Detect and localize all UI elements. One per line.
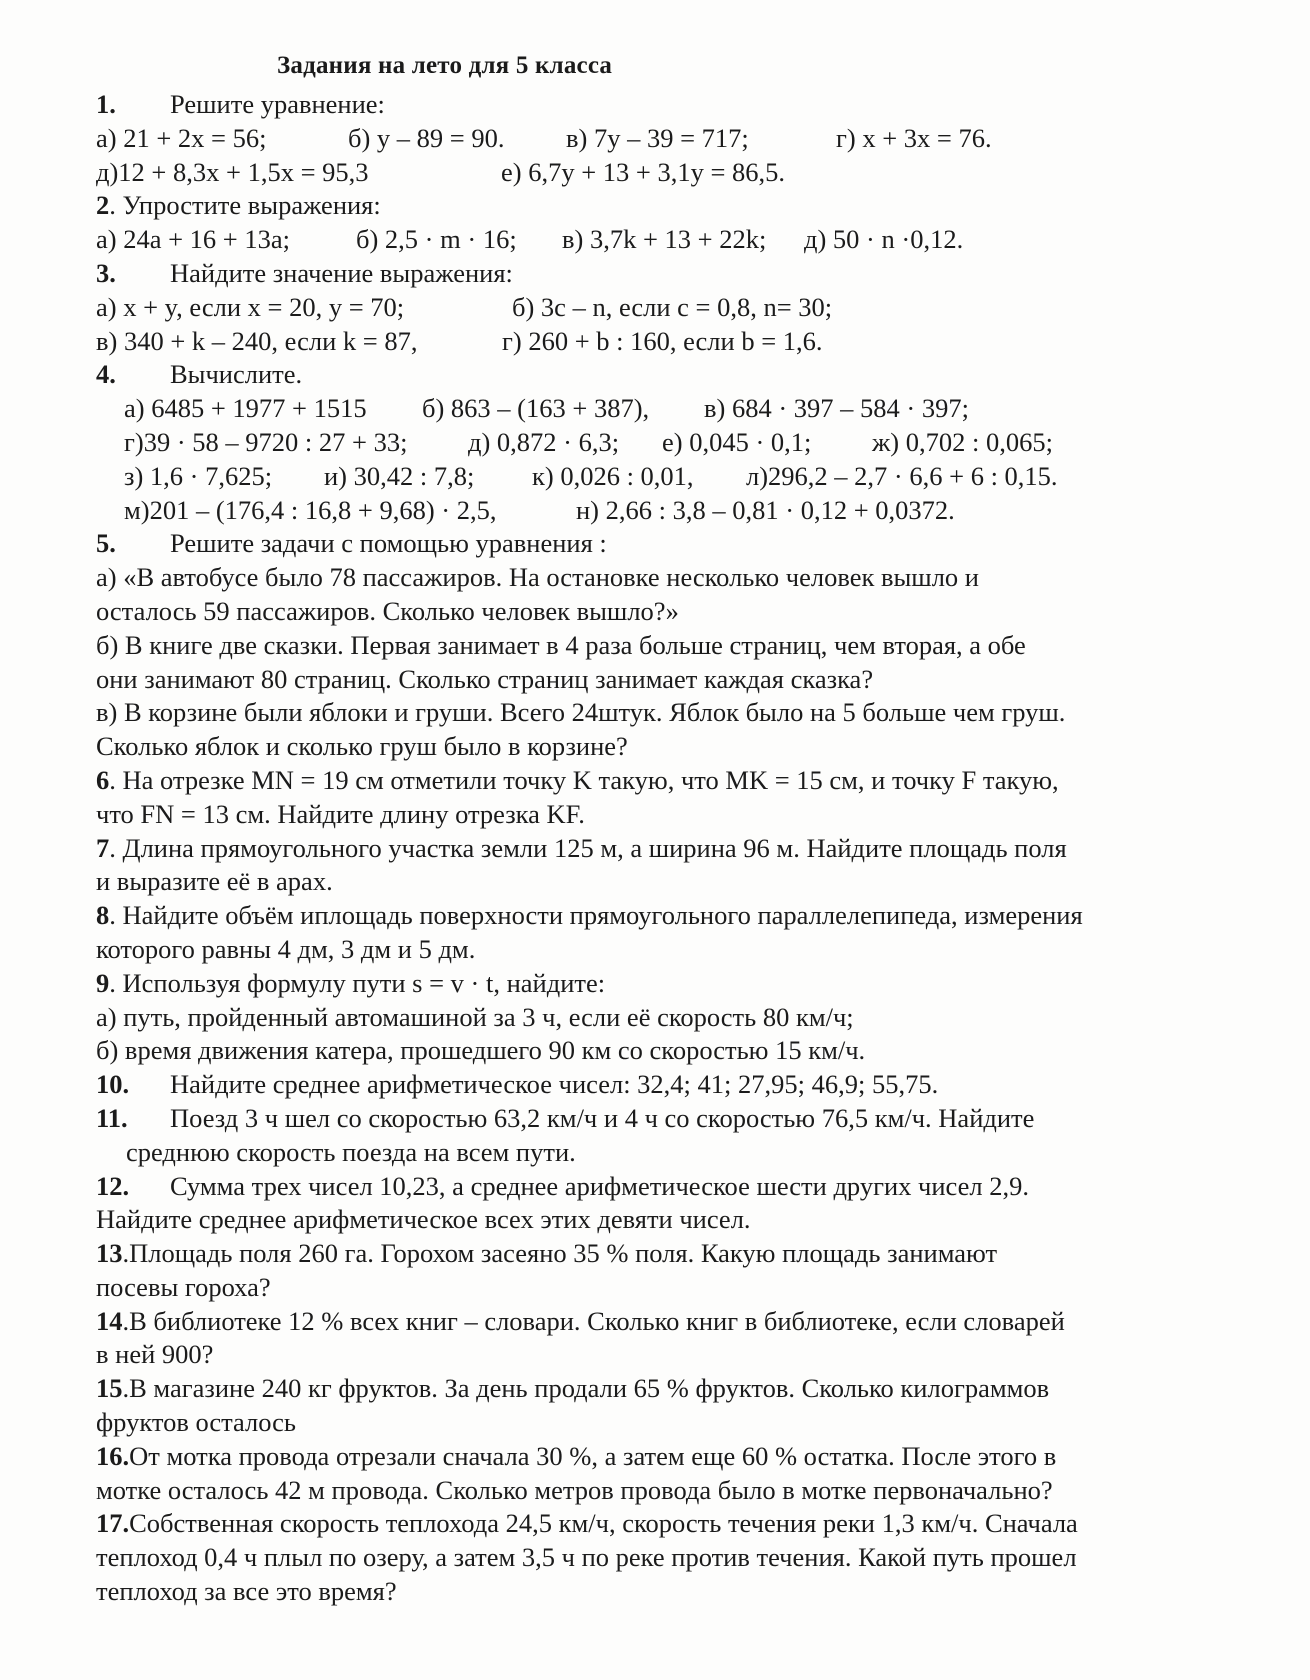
- calc-i: и) 30,42 : 7,8;: [324, 460, 475, 491]
- task-5-a-line-1: а) «В автобусе было 78 пассажиров. На остановке несколько человек вышло и: [96, 562, 979, 593]
- task-number: 11.: [96, 1102, 128, 1133]
- equation-g: г) x + 3x = 76.: [836, 122, 992, 153]
- equation-b: б) y – 89 = 90.: [348, 122, 505, 153]
- task-3-row-2: [96, 325, 1236, 359]
- task-10-line-1: [96, 1068, 1236, 1102]
- task-text: Поезд 3 ч шел со скоростью 63,2 км/ч и 4 ч со скоростью 76,5 км/ч. Найдите: [170, 1102, 1035, 1133]
- task-4-row-3: [96, 460, 1236, 494]
- task-1-row-1: [96, 122, 1236, 156]
- calc-d: д) 0,872 · 6,3;: [468, 426, 620, 457]
- task-4-heading: [96, 358, 1236, 392]
- task-5-c-line-2: Сколько яблок и сколько груш было в корзине?: [96, 731, 628, 762]
- task-17-line-1: [96, 1507, 1236, 1541]
- task-8-line-1: [96, 899, 1236, 933]
- task-list: [96, 88, 1236, 1609]
- task-14-line-1: [96, 1305, 1236, 1339]
- task-text: От мотка провода отрезали сначала 30 %, а затем еще 60 % остатка. После этого в: [129, 1440, 1057, 1471]
- task-3-row-1: [96, 291, 1236, 325]
- calc-e: е) 0,045 · 0,1;: [662, 426, 812, 457]
- calc-k: к) 0,026 : 0,01,: [532, 460, 694, 491]
- task-2-row-1: [96, 223, 1236, 257]
- task-number: 1.: [96, 89, 116, 119]
- task-number: 9: [96, 967, 110, 998]
- task-5-b-line-2: они занимают 80 страниц. Сколько страниц занимает каждая сказка?: [96, 663, 874, 694]
- task-1-row-2: [96, 156, 1236, 190]
- task-1-heading: [96, 88, 1236, 122]
- task-15-line-1: [96, 1372, 1236, 1406]
- task-4-row-4: [96, 494, 1236, 528]
- task-number: 4.: [96, 359, 116, 390]
- task-15-line-2: фруктов осталось: [96, 1407, 297, 1438]
- task-7-line-1: [96, 832, 1236, 866]
- task-17-line-3: теплоход за все это время?: [96, 1576, 397, 1607]
- task-5-c-line-1: в) В корзине были яблоки и груши. Всего 24штук. Яблок было на 5 больше чем груш.: [96, 697, 1066, 728]
- task-17-line-2: теплоход 0,4 ч плыл по озеру, а затем 3,5 ч по реке против течения. Какой путь прошел: [96, 1542, 1077, 1573]
- task-number: 14: [96, 1305, 123, 1336]
- task-text: Собственная скорость теплохода 24,5 км/ч, скорость течения реки 1,3 км/ч. Сначала: [129, 1508, 1078, 1539]
- task-number: 2: [96, 190, 110, 221]
- task-12-line-1: [96, 1170, 1236, 1204]
- expression-b: б) 3c – n, если c = 0,8, n= 30;: [512, 291, 833, 322]
- task-5-b-line-1: б) В книге две сказки. Первая занимает в 4 раза больше страниц, чем вторая, а обе: [96, 629, 1026, 660]
- task-heading: Найдите значение выражения:: [170, 257, 513, 288]
- task-2-heading: [96, 189, 1236, 223]
- expression-b: б) 2,5 · m · 16;: [356, 224, 517, 255]
- task-text: . Длина прямоугольного участка земли 125 м, а ширина 96 м. Найдите площадь поля: [109, 832, 1067, 863]
- calc-n: н) 2,66 : 3,8 – 0,81 · 0,12 + 0,0372.: [576, 494, 955, 525]
- task-heading: . Упростите выражения:: [109, 190, 381, 221]
- task-16-line-2: мотке осталось 42 м провода. Сколько метров провода было в мотке первоначально?: [96, 1474, 1053, 1505]
- task-6-line-1: [96, 764, 1236, 798]
- task-text: . Найдите объём иплощадь поверхности прямоугольного параллелепипеда, измерения: [109, 900, 1083, 931]
- task-number: 10.: [96, 1069, 130, 1100]
- task-14-line-2: в ней 900?: [96, 1339, 214, 1370]
- task-text: Найдите среднее арифметическое чисел: 32,4; 41; 27,95; 46,9; 55,75.: [170, 1069, 939, 1100]
- task-3-heading: [96, 257, 1236, 291]
- task-11-line-1: [96, 1102, 1236, 1136]
- task-heading: Решите уравнение:: [170, 89, 385, 119]
- equation-v: в) 7y – 39 = 717;: [566, 122, 749, 153]
- equation-e: е) 6,7y + 13 + 3,1y = 86,5.: [501, 156, 786, 187]
- calc-m: м)201 – (176,4 : 16,8 + 9,68) · 2,5,: [124, 494, 497, 525]
- calc-l: л)296,2 – 2,7 · 6,6 + 6 : 0,15.: [746, 460, 1058, 491]
- task-5-heading: [96, 527, 1236, 561]
- task-5-a-line-2: осталось 59 пассажиров. Сколько человек вышло?»: [96, 595, 679, 626]
- expression-a: а) x + y, если x = 20, y = 70;: [96, 291, 405, 322]
- task-number: 8: [96, 900, 110, 931]
- task-text: .В магазине 240 кг фруктов. За день продали 65 % фруктов. Сколько килограммов: [122, 1373, 1050, 1404]
- calc-b: б) 863 – (163 + 387),: [422, 393, 650, 424]
- calc-v: в) 684 · 397 – 584 · 397;: [704, 393, 969, 424]
- task-number: 13: [96, 1238, 123, 1269]
- task-number: 7: [96, 832, 110, 863]
- task-9-line-2: а) путь, пройденный автомашиной за 3 ч, если её скорость 80 км/ч;: [96, 1001, 854, 1032]
- task-9-line-1: [96, 967, 1236, 1001]
- task-6-line-2: что FN = 13 см. Найдите длину отрезка KF.: [96, 798, 585, 829]
- task-7-line-2: и выразите её в арах.: [96, 866, 333, 897]
- task-13-line-1: [96, 1237, 1236, 1271]
- task-heading: Решите задачи с помощью уравнения :: [170, 528, 607, 559]
- equation-a: а) 21 + 2x = 56;: [96, 122, 267, 153]
- task-11-line-2: среднюю скорость поезда на всем пути.: [126, 1136, 576, 1167]
- task-8-line-2: которого равны 4 дм, 3 дм и 5 дм.: [96, 933, 476, 964]
- calc-a: а) 6485 + 1977 + 1515: [124, 393, 367, 424]
- expression-v: в) 340 + k – 240, если k = 87,: [96, 325, 418, 356]
- task-number: 16.: [96, 1440, 130, 1471]
- expression-v: в) 3,7k + 13 + 22k;: [562, 224, 767, 255]
- equation-d: д)12 + 8,3x + 1,5x = 95,3: [96, 156, 369, 187]
- calc-zh: ж) 0,702 : 0,065;: [872, 426, 1053, 457]
- expression-d: д) 50 · n ·0,12.: [804, 224, 964, 255]
- task-text: Сумма трех чисел 10,23, а среднее арифметическое шести других чисел 2,9.: [170, 1170, 1029, 1201]
- task-12-line-2: Найдите среднее арифметическое всех этих девяти чисел.: [96, 1204, 751, 1235]
- task-4-row-2: [96, 426, 1236, 460]
- task-text: . На отрезке MN = 19 см отметили точку K такую, что MK = 15 см, и точку F такую,: [109, 764, 1059, 795]
- task-16-line-1: [96, 1440, 1236, 1474]
- calc-z: з) 1,6 · 7,625;: [124, 460, 273, 491]
- task-number: 6: [96, 764, 110, 795]
- task-number: 15: [96, 1373, 123, 1404]
- task-number: 17.: [96, 1508, 130, 1539]
- task-9-line-3: б) время движения катера, прошедшего 90 км со скоростью 15 км/ч.: [96, 1035, 866, 1066]
- task-number: 12.: [96, 1170, 130, 1201]
- task-13-line-2: посевы гороха?: [96, 1271, 271, 1302]
- task-number: 3.: [96, 257, 116, 288]
- task-text: . Используя формулу пути s = v · t, найдите:: [109, 967, 606, 998]
- task-number: 5.: [96, 528, 116, 559]
- calc-g: г)39 · 58 – 9720 : 27 + 33;: [124, 426, 408, 457]
- task-text: .Площадь поля 260 га. Горохом засеяно 35 % поля. Какую площадь занимают: [122, 1238, 998, 1269]
- expression-a: а) 24a + 16 + 13a;: [96, 224, 290, 255]
- expression-g: г) 260 + b : 160, если b = 1,6.: [502, 325, 823, 356]
- task-heading: Вычислите.: [170, 359, 303, 390]
- task-4-row-1: [96, 392, 1236, 426]
- page-title: Задания на лето для 5 класса: [277, 52, 613, 79]
- task-text: .В библиотеке 12 % всех книг – словари. Сколько книг в библиотеке, если словарей: [122, 1305, 1065, 1336]
